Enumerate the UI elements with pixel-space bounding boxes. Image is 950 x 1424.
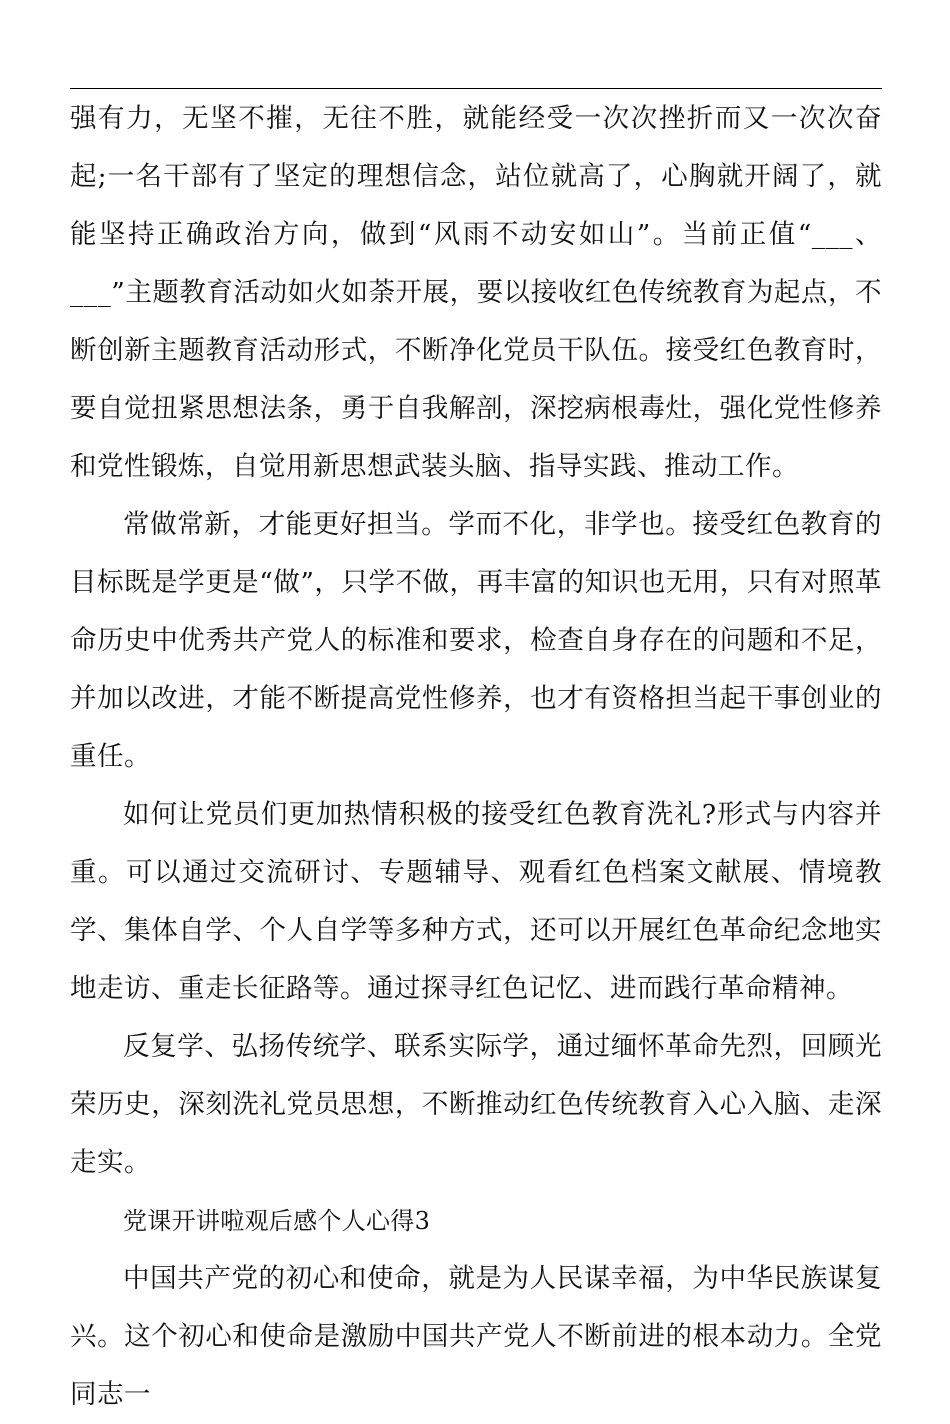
paragraph-continuation: 强有力，无坚不摧，无往不胜，就能经受一次次挫折而又一次次奋起;一名干部有了坚定的理想信念，站位就高了，心胸就开阔了，就能坚持正确政治方向，做到“风雨不动安如山”。当前正值“___、___”主题教育活动如火如荼开展，要以接收红色传统教育为起点，不断创新主题教育活动形式，不断净化党员干队伍。接受红色教育时，要自觉扭紧思想法条，勇于自我解剖，深挖病根毒灶，强化党性修养和党性锻炼，自觉用新思想武装头脑、指导实践、推动工作。 <box>70 103 882 482</box>
section-heading: 党课开讲啦观后感个人心得3 <box>123 1207 431 1235</box>
header-rule <box>70 88 882 89</box>
document-body <box>70 90 882 1424</box>
paragraph-closing: 中国共产党的初心和使命，就是为人民谋幸福，为中华民族谋复兴。这个初心和使命是激励中国共产党人不断前进的根本动力。全党同志一 <box>70 1263 882 1410</box>
paragraph: 反复学、弘扬传统学、联系实际学，通过缅怀革命先烈，回顾光荣历史，深刻洗礼党员思想，不断推动红色传统教育入心入脑、走深走实。 <box>70 1031 882 1178</box>
paragraph: 常做常新，才能更好担当。学而不化，非学也。接受红色教育的目标既是学更是“做”，只学不做，再丰富的知识也无用，只有对照革命历史中优秀共产党人的标准和要求，检查自身存在的问题和不足，并加以改进，才能不断提高党性修养，也才有资格担当起干事创业的重任。 <box>70 509 882 772</box>
paragraph: 如何让党员们更加热情积极的接受红色教育洗礼?形式与内容并重。可以通过交流研讨、专题辅导、观看红色档案文献展、情境教学、集体自学、个人自学等多种方式，还可以开展红色革命纪念地实地走访、重走长征路等。通过探寻红色记忆、进而践行革命精神。 <box>70 799 882 1004</box>
